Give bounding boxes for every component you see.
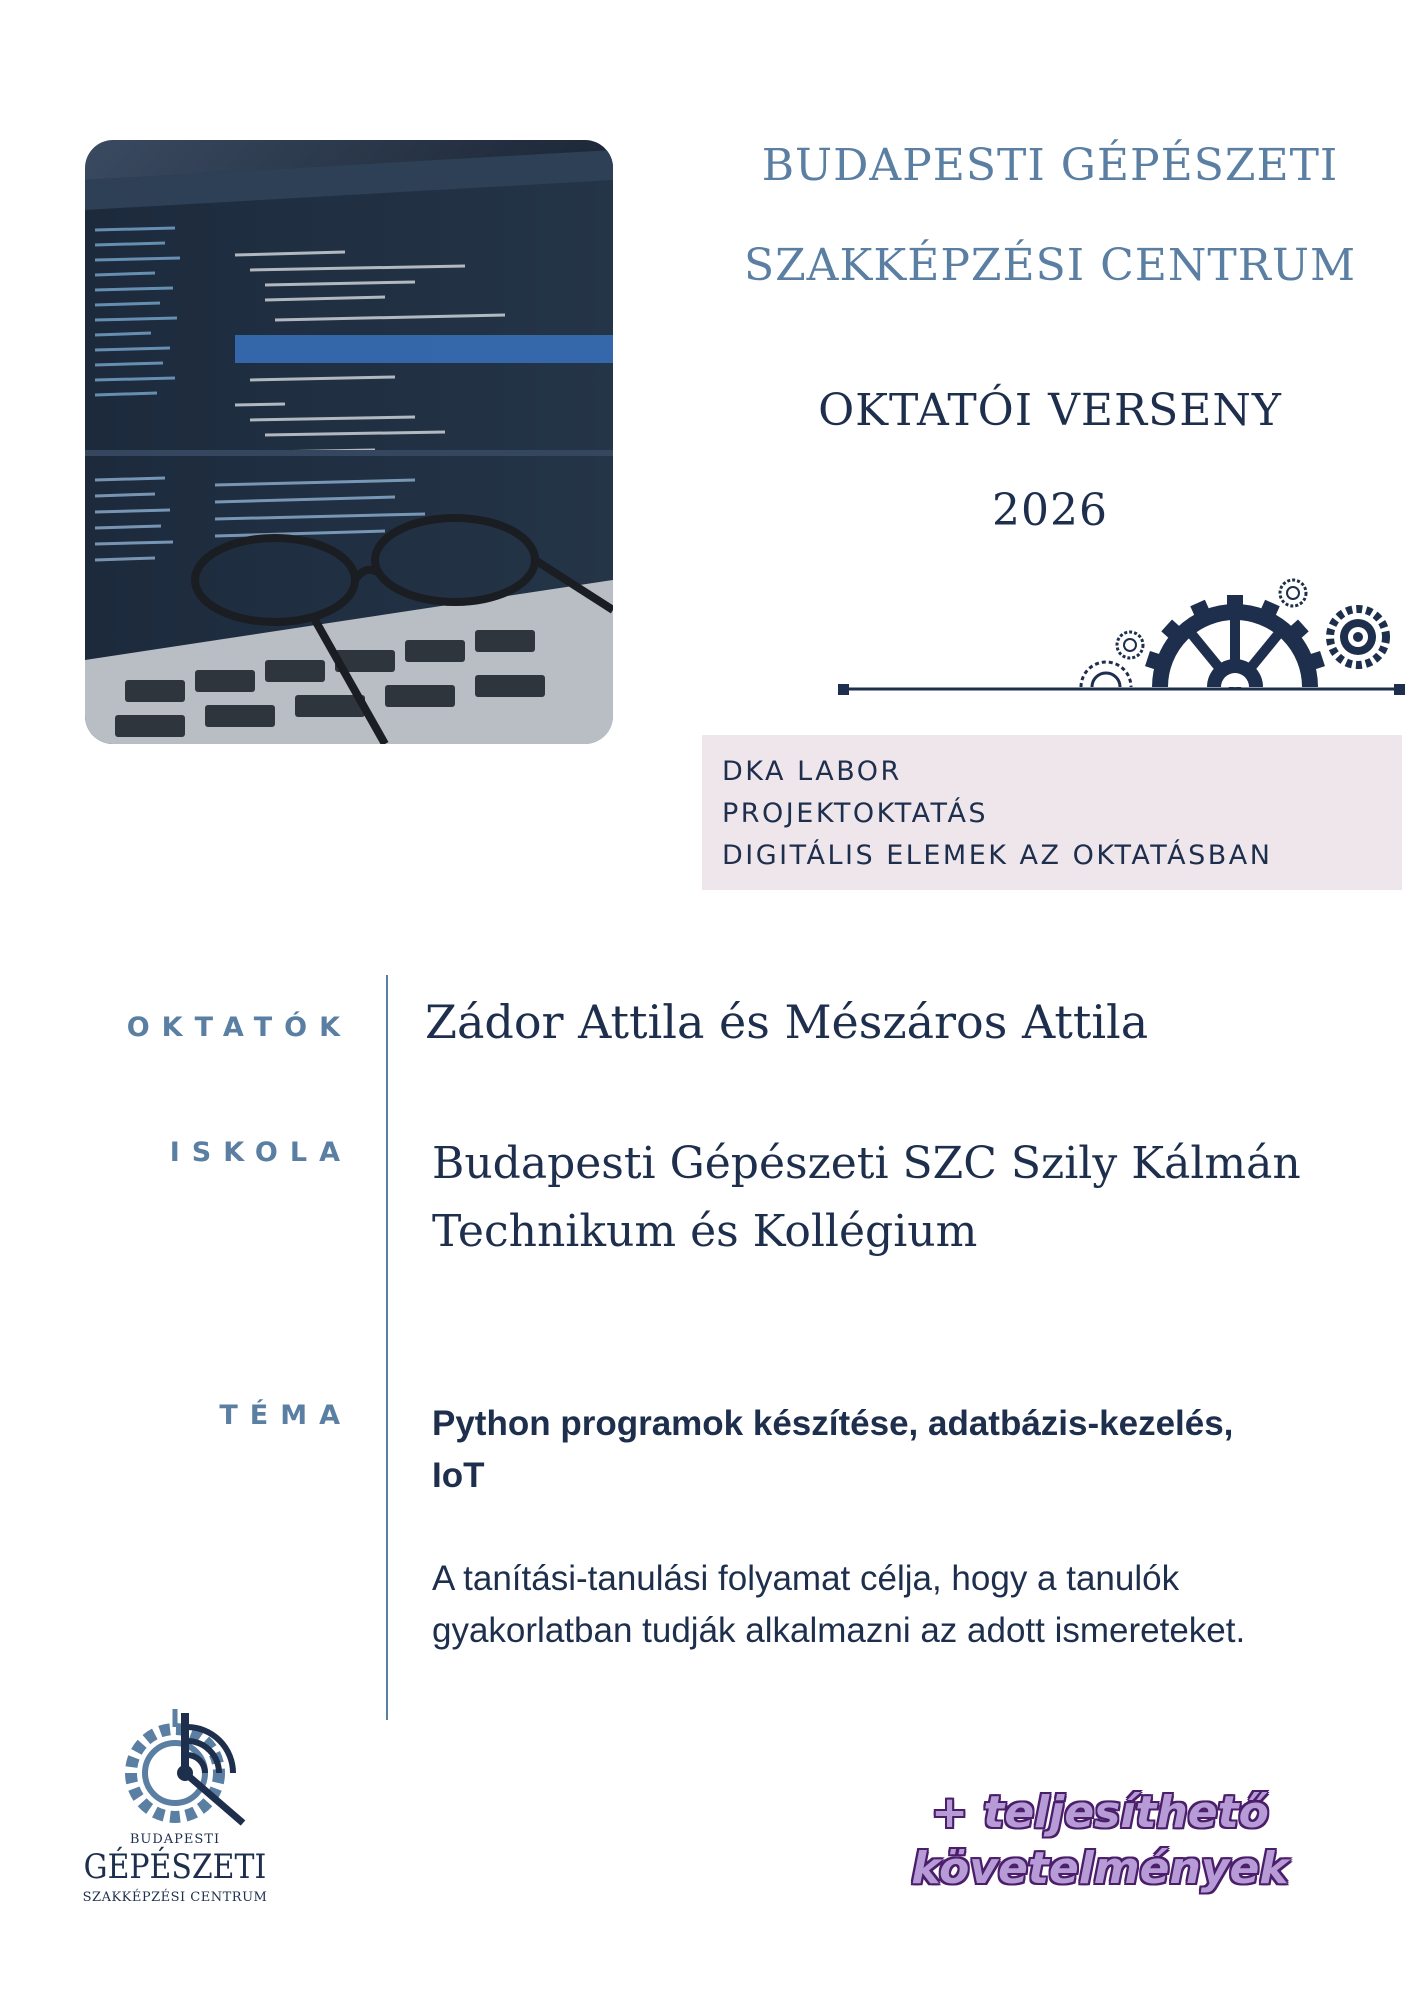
topic-description [432,1553,1332,1657]
tag-item: PROJEKTOKTATÁS [722,798,989,829]
logo-text-line3: SZAKKÉPZÉSI CENTRUM [82,1890,268,1905]
right-gear-icon [1330,609,1386,665]
requirements-badge [900,1785,1300,1897]
badge-line: követelmények [911,1843,1289,1894]
org-title-line2: SZAKKÉPZÉSI CENTRUM [743,240,1357,291]
small-gear-icon-low [1081,662,1131,687]
badge-line: + teljesíthető [931,1787,1269,1838]
description-line: A tanítási-tanulási folyamat célja, hogy a tanulók [432,1559,1180,1598]
tag-item: DKA LABOR [722,756,902,787]
logo-text-line2: GÉPÉSZETI [83,1847,267,1887]
logo-gear-icon [115,1705,255,1830]
topic-value [432,1398,1332,1502]
vertical-divider [386,975,388,1720]
topic-line: Python programok készítése, adatbázis-kezelés, [432,1404,1234,1443]
contest-year: 2026 [992,485,1108,536]
gears-illustration [838,575,1408,695]
school-line: Budapesti Gépészeti SZC Szily Kálmán [432,1138,1301,1189]
large-gear-icon [1145,595,1325,687]
school-value [432,1130,1332,1266]
topic-line: IoT [432,1456,485,1495]
school-label: ISKOLA [169,1137,352,1168]
logo-text-line1: BUDAPESTI [129,1832,221,1847]
school-line: Technikum és Kollégium [432,1206,978,1257]
tag-item: DIGITÁLIS ELEMEK AZ OKTATÁSBAN [722,840,1273,871]
org-title-line1: BUDAPESTI GÉPÉSZETI [761,140,1339,191]
teachers-label: OKTATÓK [126,1012,352,1043]
small-gear-icon-top [1280,580,1306,606]
tag-box [702,735,1402,890]
org-logo [70,1705,280,1910]
topic-label: TÉMA [219,1400,352,1431]
teachers-value: Zádor Attila és Mészáros Attila [425,995,1149,1049]
laptop-code-photo [85,140,613,744]
description-line: gyakorlatban tudják alkalmazni az adott ismereteket. [432,1611,1246,1650]
contest-title: OKTATÓI VERSENY [818,385,1282,436]
small-gear-icon-mid [1117,632,1143,658]
